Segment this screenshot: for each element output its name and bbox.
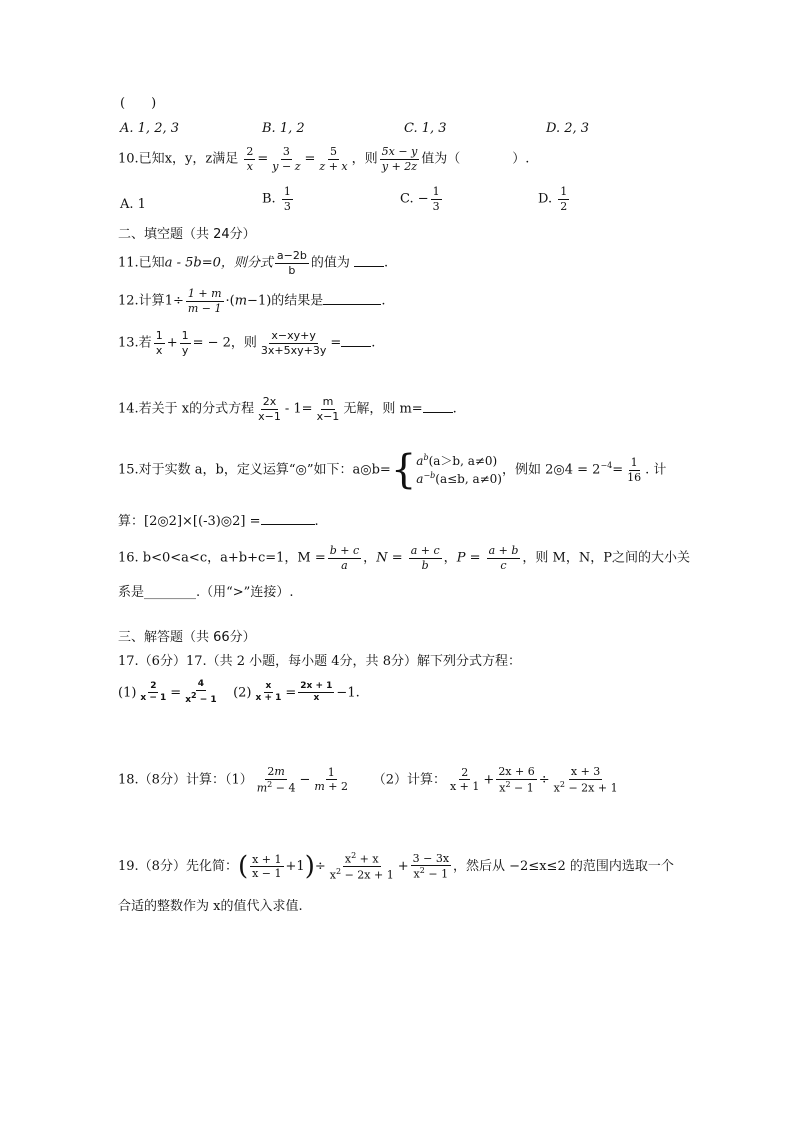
q11-blank[interactable] — [354, 266, 384, 267]
question-17: 17.（6分）17.（共 2 小题，每小题 4分，共 8分）解下列分式方程： — [118, 654, 521, 669]
question-16-line2: 系是________.（用“>”连接）. — [118, 585, 294, 600]
question-13: 13.若 $\frac{1}{x}$ + $\frac{1}{y}$ = − 2，则 $\frac{x-xy+y}{3x+5xy+3y}$ = . — [118, 329, 376, 357]
q9-option-d: D. 2, 3 — [546, 121, 590, 136]
q14-blank[interactable] — [423, 412, 453, 413]
frac-1-m-over-m-1: $\frac{1 + m}{m - 1}$ — [187, 287, 222, 315]
q10-option-d: D. $\frac{1}{2}$ — [538, 185, 568, 213]
question-12: 12.计算1÷ $\frac{1 + m}{m - 1}$ ·(m−1)的结果是 . — [118, 287, 386, 315]
frac-2-over-x: $\frac{2}{x}$ — [246, 145, 254, 173]
q10-vars: x，y，z满足 — [164, 151, 239, 167]
question-14: 14.若关于 x的分式方程 $\frac{2x}{x-1}$ - 1= $\frac{m}{x-1}$ 无解，则 m= . — [118, 395, 457, 423]
q15-blank[interactable] — [261, 524, 315, 525]
q10-prefix: 10.已知 — [118, 151, 165, 167]
q10-option-b: B. $\frac{1}{3}$ — [262, 185, 291, 213]
question-19: 19.（8分）先化简：( $\frac{x + 1}{x - 1}$ +1)÷ $\frac{x^2 + x}{x^2 - 2x + 1}$ + $\frac{3 - 3x}{x^2 - 1}$ ，然后从 −2≤x≤2 的范围内选取一个 — [118, 851, 674, 882]
q13-blank[interactable] — [341, 346, 371, 347]
section-3-title: 三、解答题（共 66分） — [118, 630, 256, 645]
q10-suffix: 值为（ ）. — [421, 151, 530, 167]
q10-option-a: A. 1 — [120, 197, 146, 212]
frac-3-over-y-z: $\frac{3}{y - z}$ — [272, 145, 301, 173]
frac-5-over-z-x: $\frac{5}{z + x}$ — [319, 145, 348, 173]
question-16: 16. b<0<a<c，a+b+c=1，M = $\frac{b + c}{a}$ ，N = $\frac{a + c}{b}$ ，P = $\frac{a + b}{c}$ ，则 M，N，P之间的大小关 — [118, 544, 690, 572]
question-17-parts: (1) $\frac{2}{x - 1}$ = $\frac{4}{x^2 - 1}$ (2) $\frac{x}{x + 1}$ = $\frac{2x + 1}{x}$ −1. — [118, 679, 360, 706]
question-15-line2: 算：[2◎2]×[(-3)◎2] = . — [118, 514, 319, 529]
q9-option-c: C. 1, 3 — [404, 121, 447, 136]
frac-q13-expr: $\frac{x-xy+y}{3x+5xy+3y}$ — [260, 329, 327, 357]
q10-condition: 则 — [364, 151, 378, 167]
q10-option-c: C. − $\frac{1}{3}$ — [400, 185, 440, 213]
question-18: 18.（8分）计算：（1） $\frac{2m}{m^2 - 4}$ − $\frac{1}{m + 2}$ （2）计算： $\frac{2}{x + 1}$ + $\frac{2x + 6}{x^2 - 1}$ ÷ $\frac{x + 3}{x^2 - 2x + 1}$ — [118, 765, 618, 795]
question-15: 15.对于实数 a，b，定义运算“◎”如下：a◎b={ $a^b(a>b$, a≠0) $a^{-b}(a\le b$, a≠0) ，例如 2◎4 = $2^{-4}=$ $\frac{1}{16}$ . 计 — [118, 447, 667, 493]
q9-option-b: B. 1, 2 — [262, 121, 305, 136]
frac-a-2b-over-b: $\frac{a-2b}{b}$ — [276, 249, 307, 277]
q12-blank[interactable] — [323, 304, 381, 305]
question-11: 11.已知a - 5b=0，则分式 $\frac{a-2b}{b}$ 的值为 . — [118, 249, 389, 277]
q9-paren: ( ) — [120, 96, 157, 111]
frac-5x-y-over-y-2z: $\frac{5x - y}{y + 2z}$ — [381, 145, 418, 173]
question-19-line2: 合适的整数作为 x的值代入求值. — [118, 899, 303, 914]
section-2-title: 二、填空题（共 24分） — [118, 227, 256, 242]
q15-cases: $a^b(a>b$, a≠0) $a^{-b}(a\le b$, a≠0) — [416, 453, 502, 486]
question-10: 10.已知x，y，z满足 $\frac{2}{x}$ = $\frac{3}{y - z}$ = $\frac{5}{z + x}$ ，则 $\frac{5x - y}{y + 2z}$ 值为（ ）. — [118, 145, 530, 173]
q9-option-a: A. 1, 2, 3 — [120, 121, 179, 136]
